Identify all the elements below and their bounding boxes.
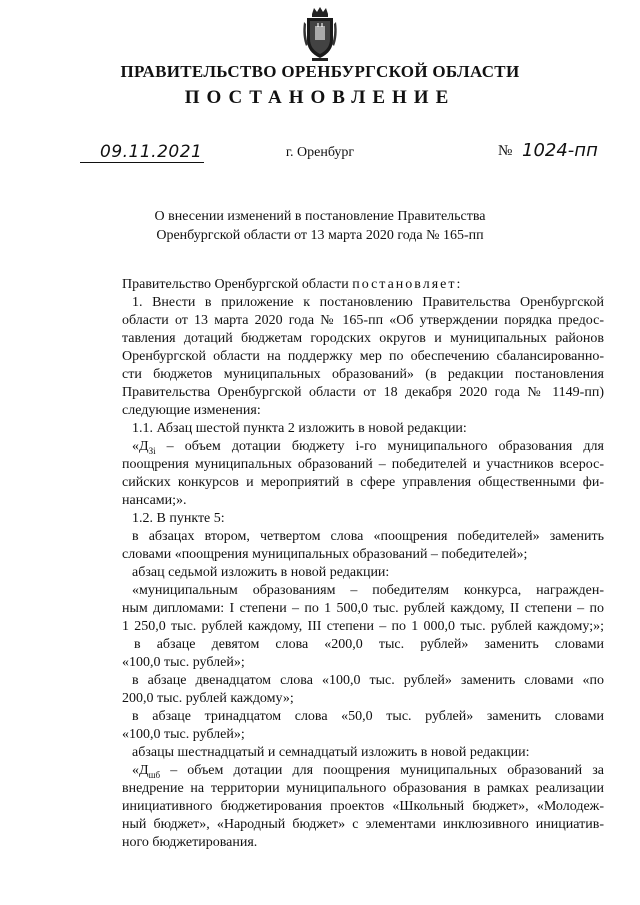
body-line: инициативного бюджетирования проектов «Школьный бюджет», «Молодеж- (122, 799, 604, 814)
body-line: «100,0 тыс. рублей»; (122, 727, 245, 742)
body-line: ного бюджетирования. (122, 835, 258, 850)
body-line: в абзацах втором, четвертом слова «поощрения победителей» заменить (132, 529, 604, 544)
body-line: нансами;». (122, 493, 187, 508)
body-line (122, 762, 604, 780)
body-line: абзацы шестнадцатый и семнадцатый изложить в новой редакции: (132, 745, 530, 760)
body-line: в абзаце девятом слова «200,0 тыс. рублей» заменить словами (134, 637, 604, 652)
formula-subscript: Зi (148, 445, 156, 456)
body-line (122, 276, 604, 294)
document-date: 09.11.2021 (100, 142, 203, 162)
body-line: Правительства Оренбургской области от 18 декабря 2020 года № 1149-пп) (122, 385, 604, 400)
subject-line: Оренбургской области от 13 марта 2020 года № 165-пп (156, 228, 484, 243)
body-line: ный бюджет», «Народный бюджет» с элементами инклюзивного инициатив- (122, 817, 604, 832)
body-line: в абзаце тринадцатом слова «50,0 тыс. рублей» заменить словами (132, 709, 604, 724)
formula-subscript: шб (148, 769, 161, 780)
body-text-fragment: Правительство Оренбургской области (122, 277, 349, 292)
body-line: следующие изменения: (122, 403, 261, 418)
formula-symbol: «Д (132, 439, 149, 454)
body-line: 1 250,0 тыс. рублей каждому, III степени – по 1 000,0 тыс. рублей каждому;»; (122, 619, 604, 634)
subject-line: О внесении изменений в постановление Правительства (154, 209, 486, 224)
body-line: 1.2. В пункте 5: (132, 511, 225, 526)
body-line: 200,0 тыс. рублей каждому»; (122, 691, 294, 706)
body-line: в абзаце двенадцатом слова «100,0 тыс. рублей» заменить словами «по (132, 673, 604, 688)
body-text-spaced: постановляет: (352, 277, 463, 292)
body-line: «100,0 тыс. рублей»; (122, 655, 245, 670)
body-line: поощрения муниципальных образований – победителей и участников всерос- (122, 457, 604, 472)
body-line: тавления дотаций бюджетам городских округов и муниципальных районов (122, 331, 604, 346)
number-sign: № (498, 143, 513, 159)
body-text-fragment: – объем дотации для поощрения муниципальных образований за (160, 763, 604, 778)
body-text-fragment: – объем дотации бюджету i-го муниципального образования для (155, 439, 604, 454)
body-line: сийских конкурсов и мероприятий в сфере управления общественными фи- (122, 475, 604, 490)
body-line: 1.1. Абзац шестой пункта 2 изложить в новой редакции: (132, 421, 467, 436)
document-number: 1024-пп (522, 140, 598, 161)
body-line: абзац седьмой изложить в новой редакции: (132, 565, 390, 580)
coat-of-arms-emblem (300, 6, 340, 62)
body-line: ным дипломами: I степени – по 1 500,0 тыс. рублей каждому, II степени – по (122, 601, 604, 616)
body-line (122, 438, 604, 456)
body-line: словами «поощрения муниципальных образований – победителей»; (122, 547, 528, 562)
body-line: 1. Внести в приложение к постановлению Правительства Оренбургской (132, 295, 604, 310)
body-line: сти бюджетов муниципальных образований» (в редакции постановления (122, 367, 604, 382)
document-subject (0, 207, 640, 245)
document-city: г. Оренбург (285, 145, 355, 160)
body-line: внедрение на территории муниципального образования в рамках реализации (122, 781, 604, 796)
date-underline (80, 162, 204, 163)
body-line: «муниципальным образованиям – победителям конкурса, награжден- (132, 583, 604, 598)
formula-symbol: «Д (132, 763, 149, 778)
body-line: области от 13 марта 2020 года № 165-пп «Об утверждении порядка предос- (122, 313, 604, 328)
document-body (122, 276, 604, 852)
document-type-title: ПОСТАНОВЛЕНИЕ (184, 87, 456, 108)
body-line: Оренбургской области на поддержку мер по обеспечению сбалансированно- (122, 349, 604, 364)
organization-title: ПРАВИТЕЛЬСТВО ОРЕНБУРГСКОЙ ОБЛАСТИ (120, 62, 520, 81)
